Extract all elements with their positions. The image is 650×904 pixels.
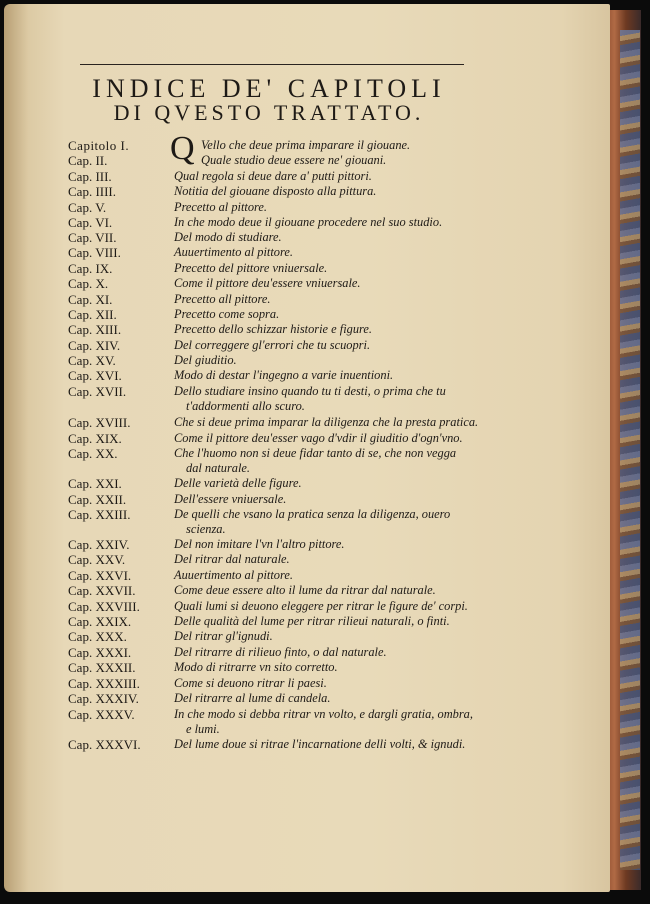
- chapter-label: Cap. XIII.: [68, 322, 122, 337]
- chapter-label: Cap. II.: [68, 153, 108, 168]
- chapter-label: Cap. XIX.: [68, 431, 122, 446]
- chapter-label: Cap. XI.: [68, 292, 113, 307]
- chapter-text: Auuertimento al pittore.: [174, 568, 293, 582]
- chapter-label: Cap. XXXV.: [68, 707, 135, 722]
- chapter-text: Precetto dello schizzar historie e figure.: [174, 322, 372, 336]
- chapter-label: Cap. XXVI.: [68, 568, 132, 583]
- chapter-text: Come deue essere alto il lume da ritrar dal naturale.: [174, 583, 436, 597]
- chapter-text-continuation: dal naturale.: [186, 461, 251, 475]
- chapter-text: Modo di ritrarre vn sito corretto.: [174, 660, 338, 674]
- chapter-label: Cap. V.: [68, 200, 107, 215]
- chapter-text: Del modo di studiare.: [174, 230, 282, 244]
- chapter-text: Del ritrar gl'ignudi.: [174, 629, 273, 643]
- chapter-text: Qual regola si deue dare a' putti pittori.: [174, 169, 372, 183]
- chapter-label: Cap. XXVII.: [68, 583, 136, 598]
- chapter-text: Dell'essere vniuersale.: [174, 492, 287, 506]
- chapter-text: In che modo si debba ritrar vn volto, e dargli gratia, ombra,: [174, 707, 473, 721]
- chapter-label: Cap. XXIII.: [68, 507, 131, 522]
- chapter-label: Cap. XIV.: [68, 338, 121, 353]
- chapter-text: Dello studiare insino quando tu ti desti, o prima che tu: [174, 384, 446, 398]
- chapter-text: Del correggere gl'errori che tu scuopri.: [174, 338, 371, 352]
- chapter-label: Cap. XXXIII.: [68, 676, 140, 691]
- chapter-label-1: Capitolo I.: [68, 138, 130, 153]
- chapter-label: Cap. X.: [68, 276, 109, 291]
- title-line-2: DI QVESTO TRATTATO.: [113, 100, 425, 125]
- chapter-label: Cap. XXV.: [68, 552, 126, 567]
- chapter-text: Delle varietà delle figure.: [174, 476, 302, 490]
- chapter-text: Precetto come sopra.: [174, 307, 280, 321]
- chapter-text: Notitia del giouane disposto alla pittura.: [174, 184, 377, 198]
- book-page: [4, 4, 610, 892]
- chapter-text: Come si deuono ritrar li paesi.: [174, 676, 327, 690]
- chapter-text: Del ritrarre al lume di candela.: [174, 691, 331, 705]
- chapter-text-continuation: scienza.: [186, 522, 226, 536]
- chapter-label: Cap. VI.: [68, 215, 113, 230]
- chapter-text: Del ritrar dal naturale.: [174, 552, 290, 566]
- chapter-label: Cap. IX.: [68, 261, 113, 276]
- chapter-text: Del non imitare l'vn l'altro pittore.: [174, 537, 345, 551]
- chapter-text: Del giuditio.: [174, 353, 237, 367]
- chapter-label: Cap. XXI.: [68, 476, 122, 491]
- drop-cap: Q: [170, 130, 195, 167]
- chapter-label: Cap. XXX.: [68, 629, 127, 644]
- chapter-label: Cap. XVIII.: [68, 415, 131, 430]
- chapter-label: Cap. XVII.: [68, 384, 127, 399]
- chapter-text: Auuertimento al pittore.: [174, 245, 293, 259]
- chapter-text-continuation: t'addormenti allo scuro.: [186, 399, 305, 413]
- chapter-label: Cap. IIII.: [68, 184, 117, 199]
- chapter-text: Che si deue prima imparar la diligenza che la presta pratica.: [174, 415, 479, 429]
- chapter-label: Cap. III.: [68, 169, 112, 184]
- chapter-label: Cap. VII.: [68, 230, 117, 245]
- chapter-text: Quali lumi si deuono eleggere per ritrar le figure de' corpi.: [174, 599, 468, 613]
- chapter-text: In che modo deue il giouane procedere nel suo studio.: [174, 215, 443, 229]
- chapter-label: Cap. VIII.: [68, 245, 121, 260]
- chapter-text: Come il pittore deu'esser vago d'vdir il giuditio d'ogn'vno.: [174, 431, 463, 445]
- title-line-1: INDICE DE' CAPITOLI: [92, 74, 446, 103]
- chapter-label: Cap. XV.: [68, 353, 116, 368]
- chapter-label: Cap. XXIV.: [68, 537, 130, 552]
- marbled-edge: [620, 30, 640, 870]
- chapter-text: Precetto al pittore.: [174, 200, 268, 214]
- chapter-label: Cap. XXXVI.: [68, 737, 141, 752]
- chapter-label: Cap. XXXII.: [68, 660, 136, 675]
- chapter-label: Cap. XXXI.: [68, 645, 132, 660]
- chapter-text: Delle qualità del lume per ritrar rilieui naturali, o finti.: [174, 614, 450, 628]
- chapter-text: Precetto all pittore.: [174, 292, 271, 306]
- chapter-text: Come il pittore deu'essere vniuersale.: [174, 276, 361, 290]
- chapter-label: Cap. XXIX.: [68, 614, 132, 629]
- chapter-text: Del ritrarre di rilieuo finto, o dal naturale.: [174, 645, 387, 659]
- chapter-text-continuation: e lumi.: [186, 722, 220, 736]
- chapter-text: Modo di destar l'ingegno a varie inuentioni.: [174, 368, 394, 382]
- chapter-label: Cap. XX.: [68, 446, 118, 461]
- chapter-label: Cap. XXII.: [68, 492, 127, 507]
- chapter-label: Cap. XII.: [68, 307, 117, 322]
- chapter-text: Del lume doue si ritrae l'incarnatione delli volti, & ignudi.: [174, 737, 466, 751]
- header-rule: [80, 64, 464, 65]
- chapter-text: Precetto del pittore vniuersale.: [174, 261, 328, 275]
- chapter-text-2: Quale studio deue essere ne' giouani.: [201, 153, 387, 167]
- chapter-label: Cap. XXXIV.: [68, 691, 139, 706]
- chapter-text: De quelli che vsano la pratica senza la diligenza, ouero: [174, 507, 451, 521]
- chapter-label: Cap. XXVIII.: [68, 599, 140, 614]
- chapter-label: Cap. XVI.: [68, 368, 122, 383]
- chapter-text: Che l'huomo non si deue fidar tanto di se, che non vegga: [174, 446, 457, 460]
- chapter-text-1: Vello che deue prima imparare il giouane.: [201, 138, 411, 152]
